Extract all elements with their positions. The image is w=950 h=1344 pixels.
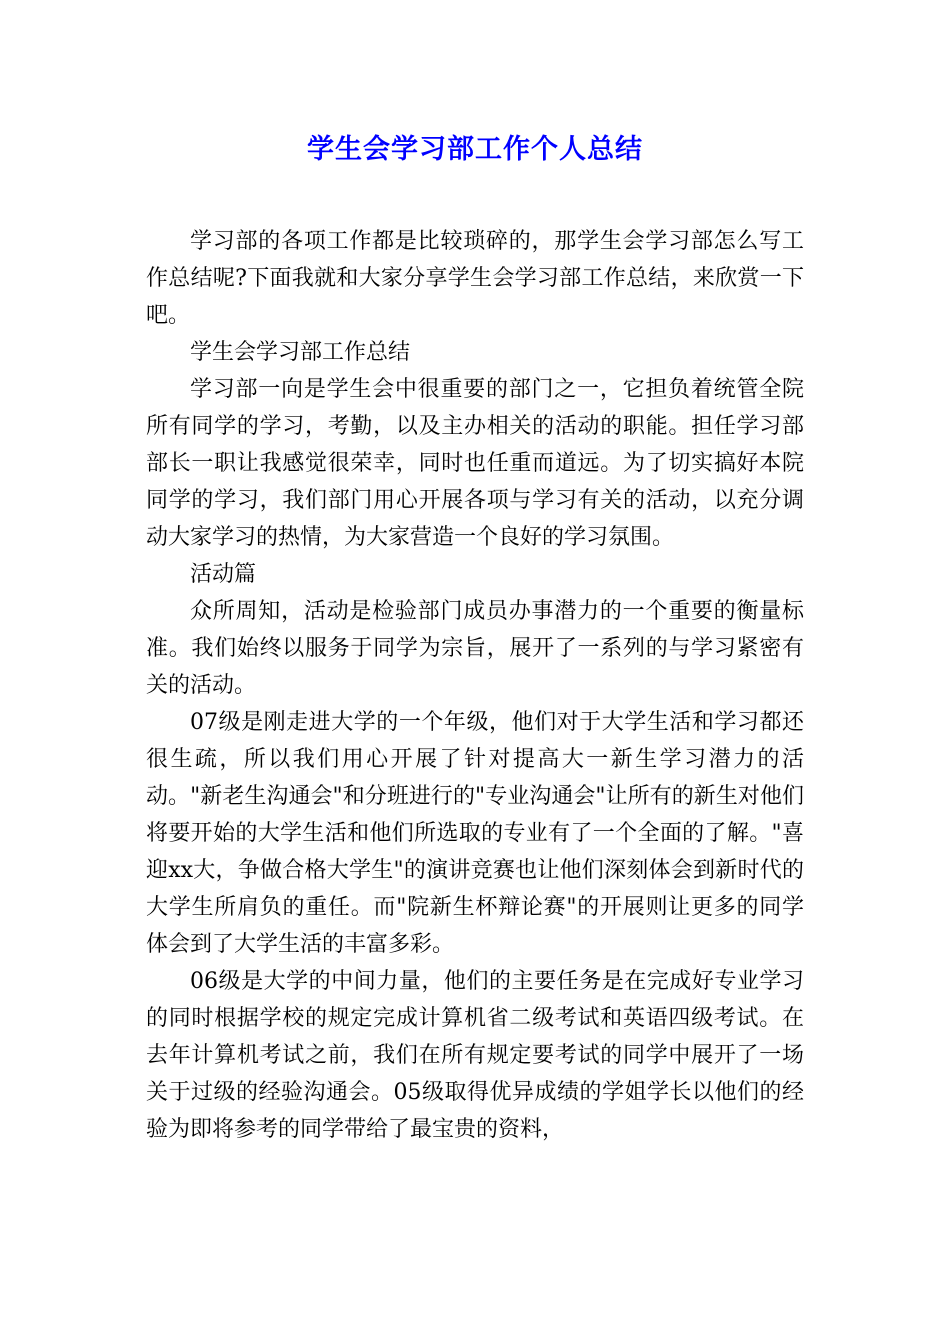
paragraph-grade-07: 07级是刚走进大学的一个年级，他们对于大学生活和学习都还很生疏，所以我们用心开展了针对提高大一新生学习潜力的活动。"新老生沟通会"和分班进行的"专业沟通会"让所有的新生对他们将要开始的大学生活和他们所选取的专业有了一个全面的了解。"喜迎xx大，争做合格大学生"的演讲竞赛也让他们深刻体会到新时代的大学生所肩负的重任。而"院新生杯辩论赛"的开展则让更多的同学体会到了大学生活的丰富多彩。 [146,710,804,957]
paragraph-intro: 学习部的各项工作都是比较琐碎的，那学生会学习部怎么写工作总结呢?下面我就和大家分享学生会学习部工作总结，来欣赏一下吧。 [146,229,804,328]
paragraph-activities-intro: 众所周知，活动是检验部门成员办事潜力的一个重要的衡量标准。我们始终以服务于同学为宗旨，展开了一系列的与学习紧密有关的活动。 [146,599,804,698]
paragraph-section-heading-activities: 活动篇 [190,562,257,587]
document-title: 学生会学习部工作个人总结 [307,134,643,165]
paragraph-subheading: 学生会学习部工作总结 [190,340,411,365]
paragraph-department-overview: 学习部一向是学生会中很重要的部门之一，它担负着统管全院所有同学的学习，考勤，以及主办相关的活动的职能。担任学习部部长一职让我感觉很荣幸，同时也任重而道远。为了切实搞好本院同学的学习，我们部门用心开展各项与学习有关的活动，以充分调动大家学习的热情，为大家营造一个良好的学习氛围。 [146,377,804,550]
paragraph-grade-06: 06级是大学的中间力量，他们的主要任务是在完成好专业学习的同时根据学校的规定完成计算机省二级考试和英语四级考试。在去年计算机考试之前，我们在所有规定要考试的同学中展开了一场关于过级的经验沟通会。05级取得优异成绩的学姐学长以他们的经验为即将参考的同学带给了最宝贵的资料， [146,969,804,1142]
document-body [146,223,804,1148]
